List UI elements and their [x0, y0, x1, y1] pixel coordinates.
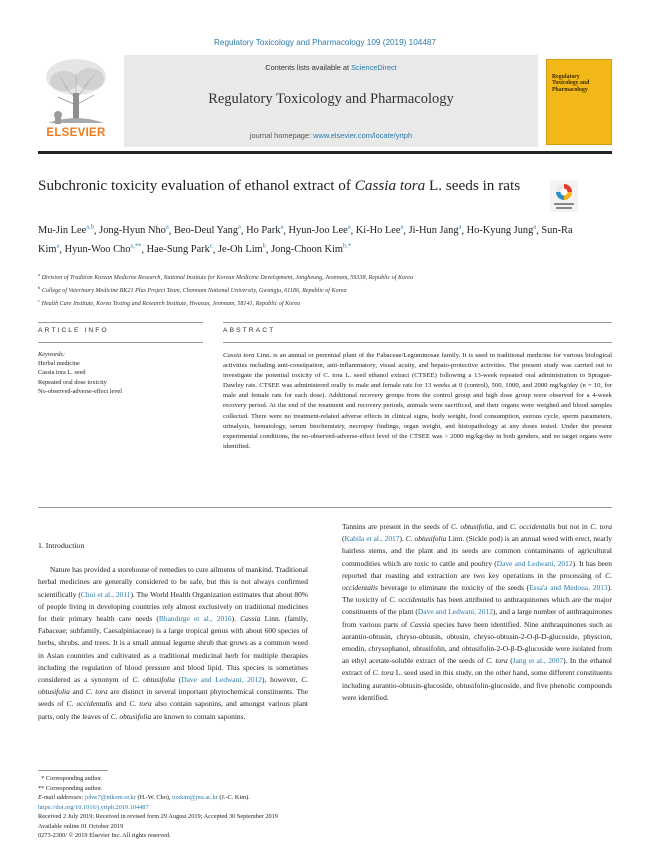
- author-affiliation-mark[interactable]: a: [280, 224, 284, 231]
- abstract-text: [223, 351, 612, 452]
- sciencedirect-link[interactable]: ScienceDirect: [351, 63, 397, 72]
- abstract-rule-2: [223, 342, 612, 343]
- homepage-link[interactable]: www.elsevier.com/locate/yrtph: [313, 131, 413, 140]
- author[interactable]: [147, 244, 213, 255]
- article-info-rule-2: [38, 342, 203, 343]
- citation-link[interactable]: Bhandirge et al., 2016: [158, 614, 232, 624]
- author-affiliation-mark[interactable]: a: [400, 224, 404, 231]
- footnote-2: ** Corresponding author.: [38, 784, 103, 792]
- affiliation-line: [38, 283, 598, 296]
- homepage-prefix: journal homepage:: [249, 131, 314, 140]
- author-affiliation-mark[interactable]: b: [262, 242, 266, 250]
- keyword: Cassia tora L. seed: [38, 369, 86, 377]
- email-owner-2: (J.-C. Kim).: [217, 794, 250, 801]
- abstract-heading: ABSTRACT: [223, 327, 276, 334]
- affiliation-line: [38, 270, 598, 283]
- journal-cover-thumbnail: [546, 59, 612, 145]
- abstract-bottom-rule: [38, 507, 612, 508]
- citation-link[interactable]: Dave and Ledwani, 2012: [417, 607, 493, 617]
- affiliations: [38, 270, 598, 309]
- author-affiliation-mark[interactable]: a: [347, 224, 351, 231]
- author-affiliation-mark[interactable]: c: [209, 242, 213, 250]
- keyword: Repeated oral dose toxicity: [38, 378, 107, 386]
- affiliation-text: College of Veterinary Medicine BK21 Plus Project Team, Chonnam National University, Gwangju, 61186, Republic of Korea: [40, 288, 347, 295]
- keywords-block: [38, 350, 198, 396]
- email-owner-1: (H.-W. Cho),: [135, 794, 173, 801]
- author-affiliation-mark[interactable]: a,**: [130, 242, 142, 250]
- intro-paragraph-left: Nature has provided a storehouse of remedies to cure ailments of mankind. Traditional herbal medicines are generally considered to be safe, but this is not always confirmed scientifically (Choi et al., 2011). The World Health Organization estimates that about 80% of people living in developing countries rely almost exclusively on traditional medicines for their primary health care needs (Bhandirge et al., 2016). Cassia Linn. (family, Fabaceae; subfamily, Caesalpiniaceae) is a large tropical genus with about 600 species of herbs, shrubs, and trees. It is a small annual legume shrub that grows as a common weed in Asian countries and cultivated as a traditional medicinal herb for multiple therapies including the regulation of blood pressure and blood lipid. This species is sometimes considered as a synonym of C. obtusifolia (Dave and Ledwani, 2012), however, C. obtusifolia and C. tora are distinct in several important phytochemical constituents. The seeds of C. occidentalis and C. tora also contain saponins, and amongst various plant parts, only the leaves of C. obtusifolia are known to contain saponins.: [38, 565, 309, 721]
- author[interactable]: [356, 225, 404, 236]
- email-link-1[interactable]: johw7@nikom.or.kr: [85, 794, 136, 801]
- author-name: Je-Oh Lim: [217, 244, 263, 256]
- author-affiliation-mark[interactable]: a: [458, 224, 462, 231]
- author[interactable]: [218, 244, 266, 255]
- author-name: Ho Park: [246, 225, 281, 237]
- journal-header-box: [124, 55, 538, 147]
- affiliation-mark: a: [38, 272, 41, 277]
- homepage-line: [124, 131, 538, 140]
- author-name: Mu-Jin Lee: [38, 225, 87, 237]
- keyword: Herbal medicine: [38, 360, 80, 368]
- author-name: Ji-Hun Jang: [408, 225, 459, 237]
- author[interactable]: [271, 244, 351, 255]
- author[interactable]: [65, 244, 142, 255]
- check-for-updates-icon[interactable]: [550, 180, 578, 212]
- author-name: Beo-Deul Yang: [173, 225, 239, 237]
- author-affiliation-mark[interactable]: a: [238, 224, 241, 231]
- author-affiliation-mark[interactable]: a,b: [86, 224, 94, 231]
- keywords-label: Keywords:: [38, 351, 66, 358]
- footnotes: [38, 774, 598, 803]
- footnote-rule: [38, 770, 108, 771]
- intro-paragraph-right: Tannins are present in the seeds of C. obtusifolia, and C. occidentalis but not in C. tora (Kabila et al., 2017). C. obtusifolia Linn. (Sickle pod) is an annual weed with erect, nearly hairless stems, and the plant and its seeds are common contaminants of agricultural commodities which are toxic to cattle and poultry (Dave and Ledwani, 2012). It has been reported that roasting and extraction are two key operations in the processing of C. occidentalis beverage to eliminate the toxicity of the seeds (Essa'a and Medoua, 2013). The toxicity of C. occidentalis has been attributed to anthraquinones which are the major constituents of the plant (Dave and Ledwani, 2012), and a large number of anthraquinones from various parts of Cassia species have been identified. Nine anthraquinones such as aurantio-obtusin, chryso-obtusin, obtusin, chryso-obtusin-2-O-β-D-glucoside, physcion, emodin, chrysophanol, obtusifolin, and obtusifolin-2-O-β-D-glucoside were isolated from an ethyl acetate-soluble extract of the seeds of C. tora (Jang et al., 2007). In the ethanol extract of C. tora L. seed used in this study, on the other hand, some different constituents including aurantio-obtusin-glucoside, obtusifolin-glucoside, and five phenolic compounds were identified.: [342, 522, 613, 702]
- citation-link[interactable]: Dave and Ledwani, 2012: [181, 675, 262, 685]
- journal-title: Regulatory Toxicology and Pharmacology: [208, 91, 454, 107]
- citation-link[interactable]: Kabila et al., 2017: [344, 534, 400, 544]
- citation-link[interactable]: Dave and Ledwani, 2012: [496, 558, 573, 568]
- author[interactable]: [409, 225, 462, 236]
- affiliation-line: [38, 296, 598, 309]
- publisher-name: ELSEVIER: [46, 127, 106, 139]
- author-name: Jong-Choon Kim: [271, 244, 343, 256]
- title-part-2: L. seeds in rats: [425, 177, 521, 194]
- abstract-body: Linn. is an annual or perennial plant of the Fabaceae/Leguminosae family. It is used in traditional medicine for various biological activities including anti-constipation, anti-inflammatory, visual acuity, and hepato-protective activities. The present study was carried out to investigate the potential toxicity of C. tora L. seed ethanol extract (CTSEE) following a 13-week repeated oral administration to Sprague-Dawley rats. CTSEE was administered orally to male and female rats for 13 weeks at 0 (control), 500, 1000, and 2000 mg/kg/day (n = 10, for male and female rats for each dose). Additional recovery groups from the control group and high dose group were observed for a 4-week recovery period. At the end of the treatment and recovery periods, animals were sacrificed, and their organs were weighed and blood samples collected. There were no treatment-related adverse effects in clinical signs, body weight, food consumption, estrous cycle, sperm parameters, urinalysis, hematology, serum biochemistry, necropsy findings, organ weight, and histopathology at any doses tested. Under the present experimental conditions, the no-observed-adverse-effect level of the CTSEE was > 2000 mg/kg/day in both genders, and no target organs were identified.: [223, 352, 612, 450]
- doi-link[interactable]: https://doi.org/10.1016/j.yrtph.2019.104487: [38, 804, 149, 811]
- author-name: Ho-Kyung Jung: [466, 225, 534, 237]
- email-link-2[interactable]: toxkim@jnu.ac.kr: [172, 794, 218, 801]
- intro-heading: 1. Introduction: [38, 541, 85, 550]
- author-affiliation-mark[interactable]: a: [533, 224, 537, 231]
- abstract-species: Cassia tora: [223, 352, 255, 359]
- author-affiliation-mark[interactable]: a: [165, 224, 169, 231]
- intro-right-column: [342, 521, 612, 704]
- affiliation-mark: b: [38, 285, 41, 291]
- article-info-rule: [38, 322, 203, 323]
- citation-link[interactable]: Essa'a and Medoua, 2013: [529, 583, 608, 593]
- header-rule: [38, 151, 612, 154]
- author[interactable]: [99, 225, 169, 236]
- elsevier-tree-logo: [38, 55, 114, 147]
- author[interactable]: [246, 225, 283, 236]
- title-species: Cassia tora: [354, 177, 426, 194]
- affiliation-text: Health Care Institute, Korea Testing and Research Institute, Hwasun, Jeonnam, 58141, Republic of Korea: [40, 301, 301, 308]
- citation-link[interactable]: Jang et al., 2007: [512, 656, 564, 666]
- author-name: Sun-Ra Kim: [38, 225, 573, 256]
- author[interactable]: [38, 225, 94, 236]
- author-name: Hyun-Joo Lee: [288, 225, 348, 237]
- affiliation-text: Division of Tradition Korean Medicine Research, National Institute for Korean Medicine Development, Jangheung, Jeonnam, 59338, Republic of Korea: [40, 275, 413, 282]
- author-list: Mu-Jin Lee$^{a,b}$, Jong-Hyun Nho$^a$, Beo-Deul Yang$^a$, Ho Park$^a$, Hyun-Joo Lee$^a$, Ki-Ho Lee$^a$, Ji-Hun Jang$^a$, Ho-Kyung Jung$^a$, Sun-Ra Kim$^a$, Hyun-Woo Cho$^{a,**}$, Hae-Sung Park$^c$, Je-Oh Lim$^b$, Jong-Choon Kim$^{b,*}$: [38, 224, 573, 256]
- copyright: 0273-2300/ © 2019 Elsevier Inc. All rights reserved.: [38, 831, 171, 839]
- footnote-1: * Corresponding author.: [38, 775, 103, 782]
- author-affiliation-mark[interactable]: b,*: [343, 242, 352, 250]
- affiliation-mark: c: [38, 298, 41, 304]
- masthead: [38, 55, 612, 147]
- email-line: [38, 793, 598, 803]
- citation-link[interactable]: Choi et al., 2011: [80, 589, 131, 599]
- paper-title: [38, 176, 538, 196]
- journal-reference[interactable]: Regulatory Toxicology and Pharmacology 109 (2019) 104487: [214, 38, 436, 47]
- author[interactable]: [467, 225, 537, 236]
- author-name: Hyun-Woo Cho: [64, 244, 131, 256]
- author[interactable]: [289, 225, 351, 236]
- author-name: Hae-Sung Park: [146, 244, 210, 256]
- author[interactable]: [174, 225, 241, 236]
- contents-prefix: Contents lists available at: [265, 63, 352, 72]
- keyword: No-observed-adverse-effect level: [38, 387, 122, 395]
- article-info-heading: ARTICLE INFO: [38, 327, 109, 334]
- author-name: Jong-Hyun Nho: [99, 225, 166, 237]
- received-dates: Received 2 July 2019; Received in revised form 29 August 2019; Accepted 30 September 2019: [38, 813, 278, 821]
- cover-title: Regulatory Toxicology and Pharmacology: [552, 74, 590, 93]
- title-part-1: Subchronic toxicity evaluation of ethanol extract of: [38, 177, 355, 194]
- author-affiliation-mark[interactable]: a: [56, 242, 60, 250]
- author-name: Ki-Ho Lee: [355, 225, 401, 237]
- intro-left-column: [38, 540, 308, 723]
- available-online: Available online 01 October 2019: [38, 822, 124, 830]
- footnote-1-text: Corresponding author.: [45, 775, 103, 782]
- contents-line: [124, 63, 538, 72]
- email-label: E-mail addresses:: [38, 794, 85, 801]
- publication-info: [38, 803, 598, 840]
- footnote-2-text: Corresponding author.: [45, 784, 103, 792]
- abstract-rule: [223, 322, 612, 323]
